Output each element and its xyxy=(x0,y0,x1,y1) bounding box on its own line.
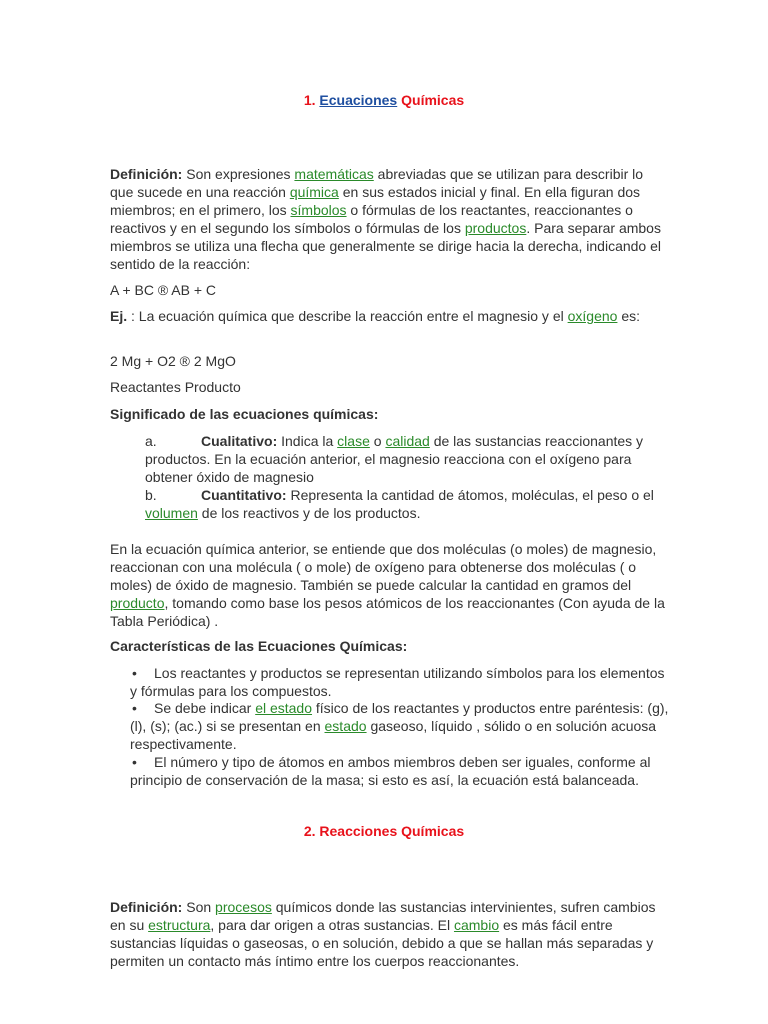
text-span: : La ecuación química que describe la reacción entre el magnesio y el xyxy=(127,308,568,324)
text-span: gaseoso, líquido , sólido o en solución acuosa respectivamente. xyxy=(130,718,657,752)
link-clase[interactable]: clase xyxy=(337,433,370,449)
caracteristicas-heading: Características de las Ecuaciones Químicas: xyxy=(110,638,408,654)
text-span: físico de los reactantes y productos entre paréntesis: (g), (l), (s); (ac.) si se presentan en xyxy=(130,700,669,734)
ejemplo-paragraph xyxy=(110,307,670,325)
text-span: . Para separar ambos miembros se utiliza una flecha que generalmente se dirige hacia la derecha, indicando el sentido de la reacción: xyxy=(110,220,661,272)
section2-title: 2. Reacciones Químicas xyxy=(303,823,465,839)
text-span: Los reactantes y productos se representan utilizando símbolos para los elementos y fórmulas para los compuestos. xyxy=(130,665,665,699)
text-span: Indica la xyxy=(277,433,338,449)
text-span: El número y tipo de átomos en ambos miembros deben ser iguales, conforme al principio de conservación de la masa; si esto es así, la ecuación está balanceada. xyxy=(130,754,651,788)
section1-title-link[interactable]: Ecuaciones xyxy=(319,92,398,108)
link-volumen[interactable]: volumen xyxy=(145,505,198,521)
text-span: , tomando como base los pesos atómicos de los reaccionantes (Con ayuda de la Tabla Periódica) . xyxy=(110,595,665,629)
text-span: o fórmulas de los reactantes, reaccionantes o reactivos y en el segundo los símbolos o fórmulas de los xyxy=(110,202,633,236)
text-span: abreviadas que se utilizan para describir lo que sucede en una reacción xyxy=(110,166,644,200)
text-span: Son xyxy=(182,899,216,915)
text-span: En la ecuación química anterior, se entiende que dos moléculas (o moles) de magnesio, reaccionan con una molécula ( o mole) de oxígeno para obtenerse dos moléculas ( o moles) de óxido de magnesio. También se puede calcular la cantidad en gramos del xyxy=(110,541,657,593)
significado-heading: Significado de las ecuaciones químicas: xyxy=(110,406,379,422)
ejemplo-label: Ej. xyxy=(110,308,128,324)
caracteristicas-item-1 xyxy=(130,664,670,700)
text-span: de los reactivos y de los productos. xyxy=(197,505,421,521)
link-productos[interactable]: productos xyxy=(464,220,527,236)
link-estructura[interactable]: estructura xyxy=(148,917,211,933)
caracteristicas-item-3 xyxy=(130,753,670,789)
definicion1-label: Definición: xyxy=(110,166,183,182)
definicion1-paragraph xyxy=(110,165,670,273)
text-span: es más fácil entre sustancias líquidas o gaseosas, o en solución, debido a que se hallan más separadas y permiten un contacto más íntimo entre los cuerpos reaccionantes. xyxy=(110,917,654,969)
text-span: en sus estados inicial y final. En ella figuran dos miembros; en el primero, los xyxy=(110,184,641,218)
equation-2: 2 Mg + O2 ® 2 MgO xyxy=(110,353,236,369)
link-quimica[interactable]: química xyxy=(289,184,339,200)
bullet-icon: • xyxy=(132,754,137,770)
link-matematicas[interactable]: matemáticas xyxy=(294,166,374,182)
paragraph-2 xyxy=(110,540,670,630)
reactantes-producto-label: Reactantes Producto xyxy=(110,379,241,395)
item-b-letter: b. xyxy=(145,487,157,503)
text-span: o xyxy=(369,433,386,449)
link-calidad[interactable]: calidad xyxy=(385,433,430,449)
text-span: es: xyxy=(617,308,641,324)
text-span: Se debe indicar xyxy=(154,700,256,716)
link-estado[interactable]: estado xyxy=(324,718,367,734)
text-span: , para dar origen a otras sustancias. El xyxy=(210,917,454,933)
bullet-icon: • xyxy=(132,665,137,681)
equation-1: A + BC ® AB + C xyxy=(110,282,217,298)
significado-item-a xyxy=(145,432,670,486)
definicion2-label: Definición: xyxy=(110,899,183,915)
item-b-label: Cuantitativo: xyxy=(201,487,287,503)
link-el-estado[interactable]: el estado xyxy=(255,700,313,716)
caracteristicas-item-2 xyxy=(130,699,670,753)
section1-number: 1. xyxy=(303,92,316,108)
text-span: Representa la cantidad de átomos, moléculas, el peso o el xyxy=(286,487,654,503)
link-oxigeno[interactable]: oxígeno xyxy=(567,308,618,324)
text-span: Son expresiones xyxy=(182,166,295,182)
link-cambio[interactable]: cambio xyxy=(453,917,500,933)
link-producto[interactable]: producto xyxy=(110,595,165,611)
section1-title xyxy=(0,92,768,108)
definicion2-paragraph xyxy=(110,898,670,970)
bullet-icon: • xyxy=(132,700,137,716)
text-span: de las sustancias reaccionantes y productos. En la ecuación anterior, el magnesio reacciona con el oxígeno para obtener óxido de magnesio xyxy=(145,433,644,485)
significado-item-b xyxy=(145,486,670,522)
link-simbolos[interactable]: símbolos xyxy=(290,202,347,218)
text-span: químicos donde las sustancias intervinientes, sufren cambios en su xyxy=(110,899,656,933)
link-procesos[interactable]: procesos xyxy=(215,899,272,915)
section1-title-rest: Químicas xyxy=(401,92,465,108)
item-a-label: Cualitativo: xyxy=(201,433,278,449)
item-a-letter: a. xyxy=(145,433,157,449)
